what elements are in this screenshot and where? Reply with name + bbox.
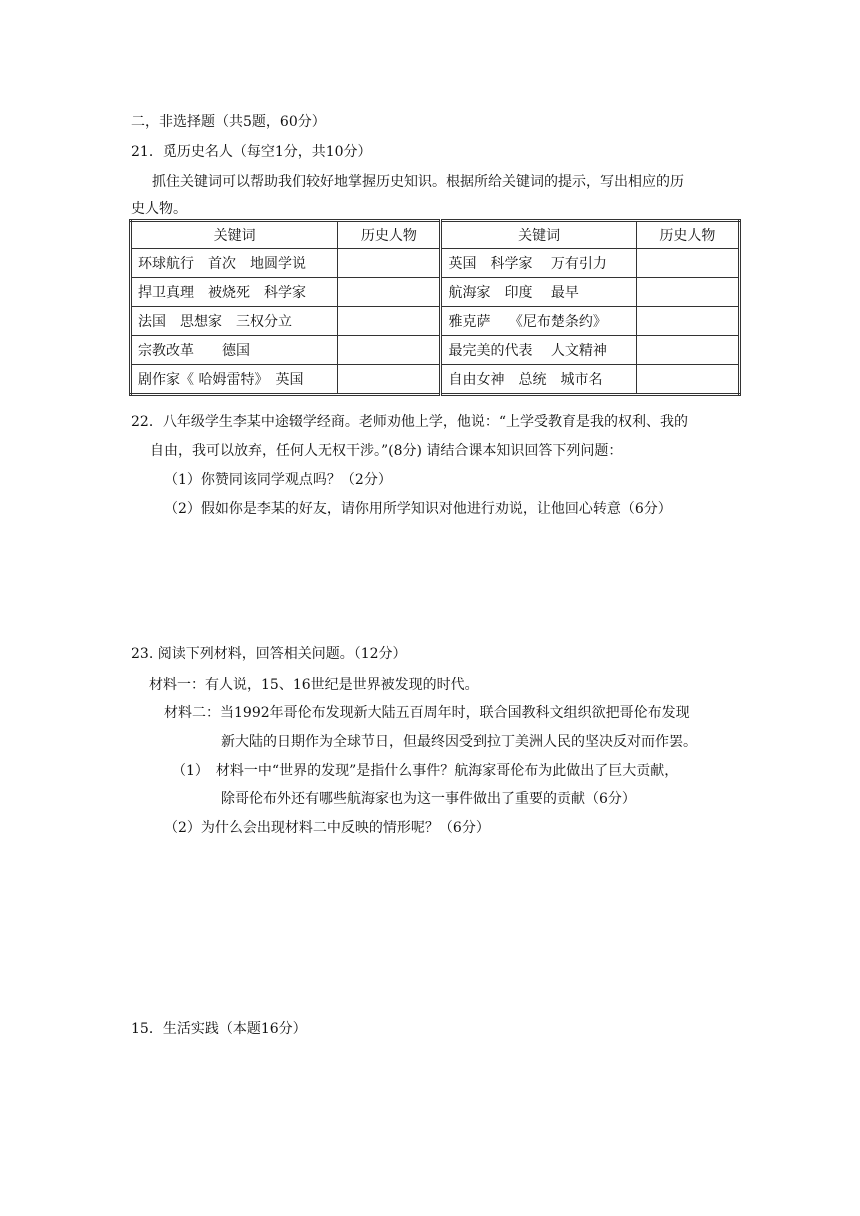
- keyword-cell: 捍卫真理 被烧死 科学家: [131, 278, 338, 307]
- keyword-cell: 最完美的代表 人文精神: [441, 336, 636, 365]
- q23-sub2: （2）为什么会出现材料二中反映的情形呢？（6分）: [164, 820, 490, 836]
- q23-material2-line1: 材料二：当1992年哥伦布发现新大陆五百周年时，联合国教科文组织欲把哥伦布发现: [164, 705, 690, 721]
- q21-intro-line1: 抓住关键词可以帮助我们较好地掌握历史知识。根据所给关键词的提示，写出相应的历: [152, 174, 684, 190]
- q22-sub1: （1）你赞同该同学观点吗？（2分）: [164, 472, 392, 488]
- answer-blank[interactable]: [636, 307, 739, 336]
- keyword-cell: 法国 思想家 三权分立: [131, 307, 338, 336]
- answer-blank[interactable]: [636, 249, 739, 278]
- answer-blank[interactable]: [338, 307, 441, 336]
- keyword-cell: 宗教改革 德国: [131, 336, 338, 365]
- q23-sub1-line2: 除哥伦布外还有哪些航海家也为这一事件做出了重要的贡献（6分）: [221, 791, 636, 807]
- section-title: 二，非选择题（共5题，60分）: [131, 114, 326, 130]
- table-row: [131, 336, 740, 365]
- q21-table: [129, 219, 741, 396]
- keyword-cell: 环球航行 首次 地圆学说: [131, 249, 338, 278]
- header-person-1: 历史人物: [338, 221, 441, 249]
- keyword-cell: 雅克萨 《尼布楚条约》: [441, 307, 636, 336]
- q21-title: 21．觅历史名人（每空1分，共10分）: [131, 144, 372, 160]
- answer-blank[interactable]: [338, 249, 441, 278]
- table-row: [131, 365, 740, 395]
- answer-blank[interactable]: [338, 365, 441, 395]
- answer-blank[interactable]: [636, 336, 739, 365]
- answer-blank[interactable]: [636, 278, 739, 307]
- header-person-2: 历史人物: [636, 221, 739, 249]
- answer-blank[interactable]: [338, 278, 441, 307]
- q23-material1: 材料一：有人说，15、16世纪是世界被发现的时代。: [149, 677, 479, 693]
- keyword-cell: 英国 科学家 万有引力: [441, 249, 636, 278]
- q22-sub2: （2）假如你是李某的好友，请你用所学知识对他进行劝说，让他回心转意（6分）: [164, 501, 672, 517]
- q23-sub1-line1: （1） 材料一中“世界的发现”是指什么事件？航海家哥伦布为此做出了巨大贡献，: [172, 763, 679, 779]
- header-keyword-1: 关键词: [131, 221, 338, 249]
- answer-blank[interactable]: [338, 336, 441, 365]
- q15-title: 15．生活实践（本题16分）: [131, 1021, 307, 1037]
- keyword-cell: 自由女神 总统 城市名: [441, 365, 636, 395]
- q23-material2-line2: 新大陆的日期作为全球节日，但最终因受到拉丁美洲人民的坚决反对而作罢。: [221, 734, 697, 750]
- q21-intro-line2: 史人物。: [131, 201, 187, 217]
- answer-blank[interactable]: [636, 365, 739, 395]
- table-row: [131, 307, 740, 336]
- table-header-row: [131, 221, 740, 249]
- keyword-cell: 航海家 印度 最早: [441, 278, 636, 307]
- header-keyword-2: 关键词: [441, 221, 636, 249]
- table-row: [131, 249, 740, 278]
- q22-line1: 22．八年级学生李某中途辍学经商。老师劝他上学，他说：“上学受教育是我的权利、我的: [131, 414, 688, 430]
- q23-title: 23. 阅读下列材料，回答相关问题。（12分）: [131, 646, 407, 662]
- keyword-cell: 剧作家《 哈姆雷特》 英国: [131, 365, 338, 395]
- q22-line2: 自由，我可以放弃，任何人无权干涉。”(8分) 请结合课本知识回答下列问题：: [150, 443, 623, 459]
- table-row: [131, 278, 740, 307]
